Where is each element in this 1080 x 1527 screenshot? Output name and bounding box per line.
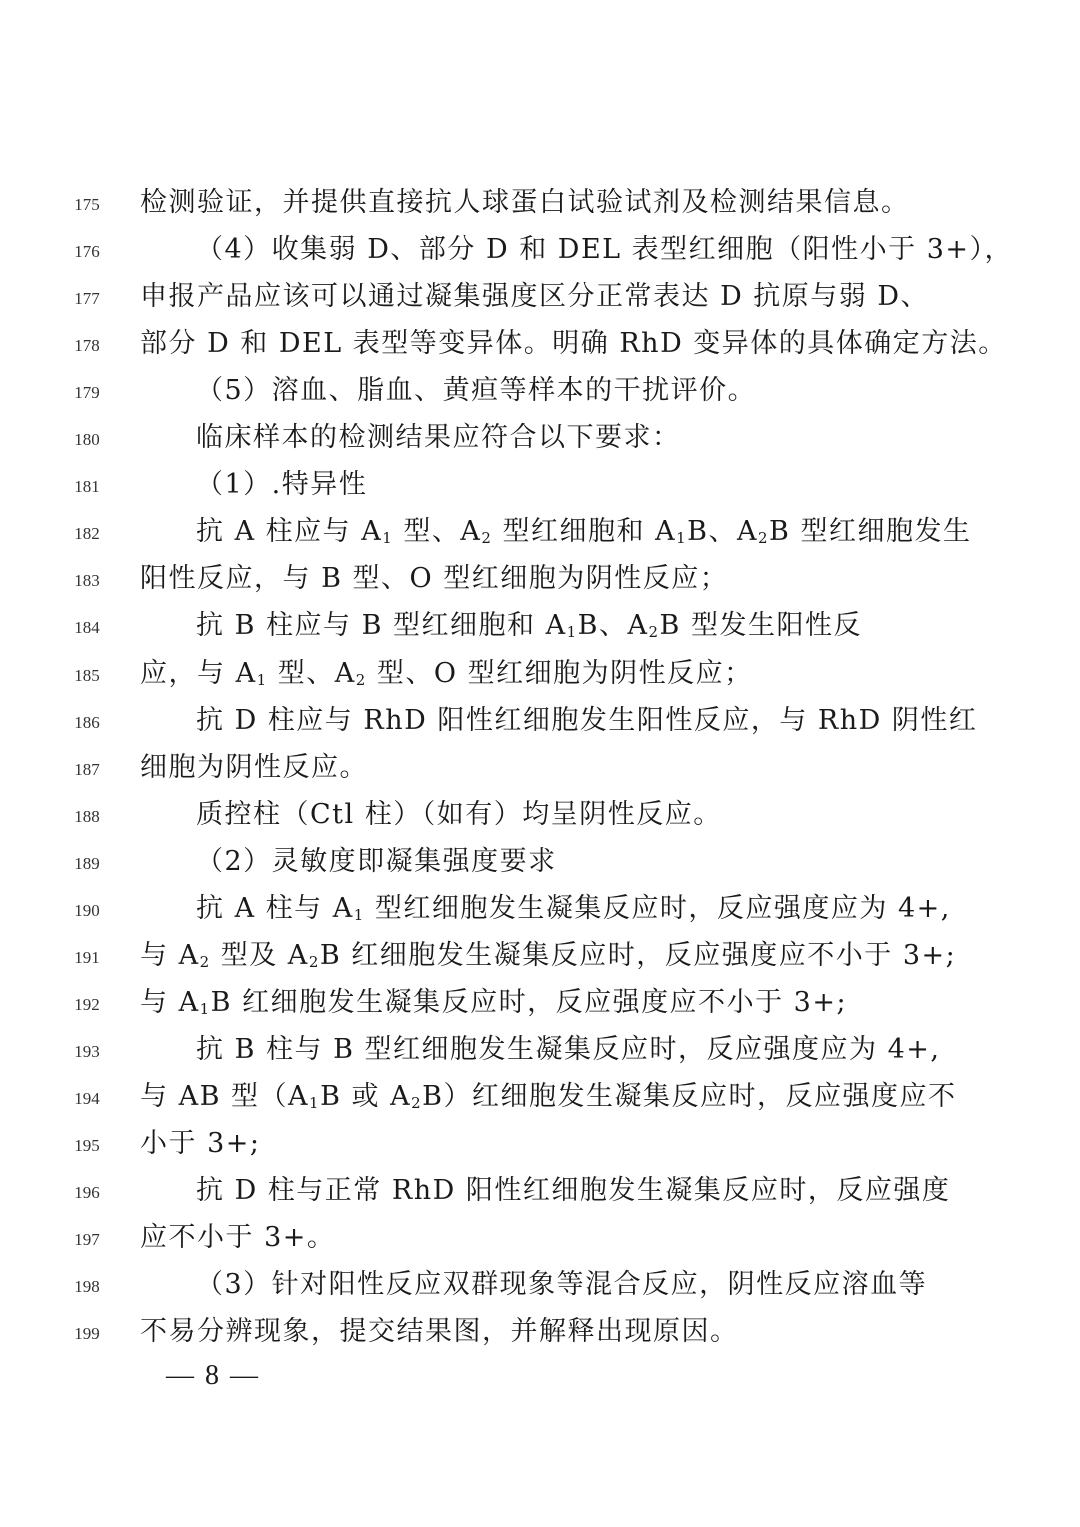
line-number: 189 <box>74 853 100 873</box>
line-number: 176 <box>74 242 100 262</box>
text-segment: 临床样本的检测结果应符合以下要求： <box>196 422 681 454</box>
text-segment: （5）溶血、脂血、黄疸等样本的干扰评价。 <box>196 375 757 407</box>
text-segment: 申报产品应该可以通过凝集强度区分正常表达 D 抗原与弱 D、 <box>140 281 930 313</box>
line-text <box>196 795 1080 835</box>
line-text <box>196 1030 1080 1070</box>
text-line <box>0 277 1080 317</box>
page-number: — 8 — <box>166 1360 260 1391</box>
text-segment: 型红细胞发生凝集反应时，反应强度应为 4+, <box>364 892 951 924</box>
text-line <box>0 230 1080 270</box>
line-number: 193 <box>74 1041 100 1061</box>
line-text <box>140 183 1080 223</box>
subscript: 2 <box>648 623 660 642</box>
line-text <box>140 654 1080 694</box>
text-segment: 细胞为阴性反应。 <box>140 751 368 783</box>
line-number: 175 <box>74 195 100 214</box>
text-segment: 型红细胞和 A <box>492 516 677 548</box>
line-number: 182 <box>74 524 100 544</box>
line-text <box>196 1171 1080 1211</box>
text-segment: 应，与 A <box>140 657 257 689</box>
text-segment: 与 A <box>140 939 200 971</box>
text-line <box>0 183 1080 223</box>
text-line <box>0 842 1080 882</box>
text-segment: B）红细胞发生凝集反应时，反应强度应不 <box>422 1080 957 1112</box>
text-line <box>0 559 1080 599</box>
line-text <box>140 983 1080 1023</box>
text-line <box>0 371 1080 411</box>
subscript: 1 <box>353 905 365 924</box>
text-segment: 抗 D 柱与正常 RhD 阳性红细胞发生凝集反应时，反应强度 <box>196 1175 951 1207</box>
line-number: 191 <box>74 947 100 967</box>
line-number: 178 <box>74 336 100 356</box>
text-segment: 小于 3+; <box>140 1128 261 1159</box>
text-line <box>0 418 1080 458</box>
text-segment: （3）针对阳性反应双群现象等混合反应，阴性反应溶血等 <box>196 1269 928 1301</box>
text-segment: 部分 D 和 DEL 表型等变异体。明确 RhD 变异体的具体确定方法。 <box>140 328 1007 360</box>
line-text <box>140 1312 1080 1352</box>
text-segment: （1）.特异性 <box>196 469 368 501</box>
line-text <box>196 701 1080 741</box>
text-segment: 抗 A 柱与 A <box>196 892 354 924</box>
text-line <box>0 795 1080 835</box>
subscript: 1 <box>309 1093 321 1112</box>
line-text <box>196 230 1080 270</box>
text-segment: 抗 B 柱与 B 型红细胞发生凝集反应时，反应强度应为 4+, <box>196 1033 941 1065</box>
text-segment: 抗 D 柱应与 RhD 阳性红细胞发生阳性反应，与 RhD 阴性红 <box>196 704 978 736</box>
subscript: 2 <box>308 952 320 971</box>
subscript: 1 <box>199 999 211 1018</box>
line-text <box>140 1124 1080 1164</box>
text-line <box>0 983 1080 1023</box>
line-number: 185 <box>74 665 100 685</box>
line-text <box>140 559 1080 599</box>
text-segment: 型、O 型红细胞为阴性反应； <box>366 657 753 689</box>
line-text <box>196 889 1080 929</box>
line-number: 184 <box>74 618 100 638</box>
text-segment: 不易分辨现象，提交结果图，并解释出现原因。 <box>140 1316 739 1348</box>
line-text <box>140 1077 1080 1117</box>
text-line <box>0 654 1080 694</box>
subscript: 1 <box>676 529 688 548</box>
subscript: 2 <box>355 670 367 689</box>
line-number: 183 <box>74 571 100 591</box>
text-segment: 与 A <box>140 986 200 1018</box>
line-text <box>140 748 1080 788</box>
text-segment: B 型红细胞发生 <box>769 516 972 548</box>
text-segment: 型、A <box>267 657 356 689</box>
text-line <box>0 324 1080 364</box>
text-segment: 应不小于 3+。 <box>140 1222 336 1254</box>
text-segment: B 红细胞发生凝集反应时，反应强度应不小于 3+; <box>210 986 848 1018</box>
line-number: 190 <box>74 900 100 920</box>
line-text <box>196 371 1080 411</box>
text-line <box>0 1171 1080 1211</box>
text-segment: （2）灵敏度即凝集强度要求 <box>196 845 557 877</box>
line-text <box>196 1265 1080 1305</box>
line-number: 195 <box>74 1136 100 1155</box>
line-number: 188 <box>74 806 100 826</box>
line-text <box>140 277 1080 317</box>
text-line <box>0 701 1080 741</box>
subscript: 2 <box>199 952 211 971</box>
line-number: 180 <box>74 430 100 450</box>
text-line <box>0 1124 1080 1164</box>
text-segment: 抗 A 柱应与 A <box>196 516 383 548</box>
text-line <box>0 889 1080 929</box>
text-segment: 抗 B 柱应与 B 型红细胞和 A <box>196 610 567 642</box>
subscript: 1 <box>382 529 394 548</box>
line-number: 196 <box>74 1183 100 1203</box>
text-segment: 检测验证，并提供直接抗人球蛋白试验试剂及检测结果信息。 <box>140 187 910 218</box>
line-text <box>196 512 1080 552</box>
line-text <box>140 1218 1080 1258</box>
text-line <box>0 1265 1080 1305</box>
line-number: 179 <box>74 383 100 403</box>
text-line <box>0 1077 1080 1117</box>
text-line <box>0 1030 1080 1070</box>
subscript: 1 <box>566 623 578 642</box>
line-number: 187 <box>74 759 100 779</box>
subscript: 2 <box>758 529 770 548</box>
line-number: 181 <box>74 477 100 497</box>
text-segment: B 红细胞发生凝集反应时，反应强度应不小于 3+; <box>319 939 957 971</box>
text-segment: B 或 A <box>320 1080 412 1112</box>
text-line <box>0 512 1080 552</box>
line-text <box>196 606 1080 646</box>
text-line <box>0 1218 1080 1258</box>
line-number: 186 <box>74 712 100 732</box>
text-line <box>0 936 1080 976</box>
text-segment: （4）收集弱 D、部分 D 和 DEL 表型红细胞（阳性小于 3+）， <box>196 234 1014 266</box>
line-text <box>140 936 1080 976</box>
subscript: 1 <box>256 670 268 689</box>
text-segment: 阳性反应，与 B 型、O 型红细胞为阴性反应； <box>140 563 729 595</box>
text-line <box>0 1312 1080 1352</box>
line-number: 177 <box>74 289 100 309</box>
line-text <box>196 465 1080 505</box>
text-line <box>0 606 1080 646</box>
text-line <box>0 748 1080 788</box>
line-number: 197 <box>74 1230 100 1250</box>
subscript: 2 <box>481 529 493 548</box>
text-segment: B 型发生阳性反 <box>659 610 862 642</box>
text-segment: 型、A <box>393 516 482 548</box>
line-number: 192 <box>74 994 100 1014</box>
subscript: 2 <box>411 1093 423 1112</box>
line-number: 199 <box>74 1324 100 1344</box>
text-line <box>0 465 1080 505</box>
line-text <box>196 418 1080 458</box>
line-text <box>140 324 1080 364</box>
line-number: 198 <box>74 1277 100 1297</box>
text-segment: B、A <box>577 610 649 642</box>
text-segment: 与 AB 型（A <box>140 1080 310 1112</box>
line-text <box>196 842 1080 882</box>
line-number: 194 <box>74 1088 100 1108</box>
text-segment: B、A <box>687 516 758 548</box>
text-segment: 型及 A <box>210 939 309 971</box>
text-segment: 质控柱（Ctl 柱）（如有）均呈阴性反应。 <box>196 798 722 830</box>
